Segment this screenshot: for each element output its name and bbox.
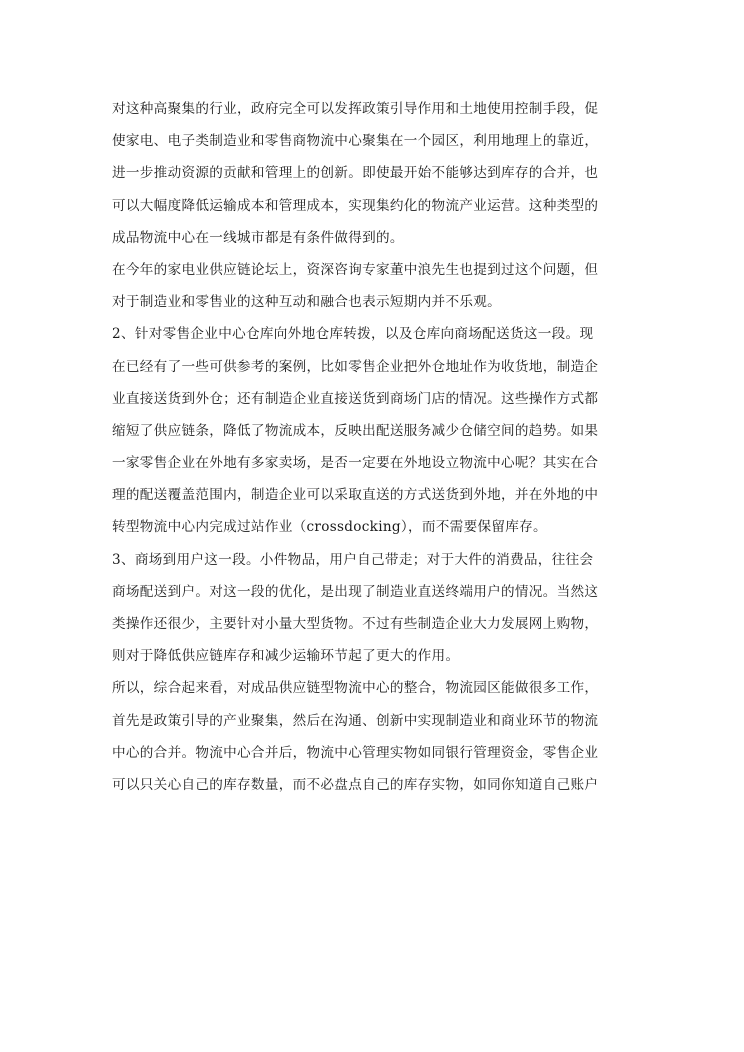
text-line: 使家电、电子类制造业和零售商物流中心聚集在一个园区，利用地理上的靠近， [112, 133, 599, 150]
text-line: 可以只关心自己的库存数量，而不必盘点自己的库存实物，如同你知道自己账户 [112, 776, 599, 793]
text-line: 一家零售企业在外地有多家卖场，是否一定要在外地设立物流中心呢？其实在合 [112, 455, 599, 472]
text-line: 缩短了供应链条，降低了物流成本，反映出配送服务减少仓储空间的趋势。如果 [112, 422, 599, 439]
document-body [112, 93, 634, 801]
paragraph-forum-remarks [112, 254, 634, 318]
text-line: 进一步推动资源的贡献和管理上的创新。即使最开始不能够达到库存的合并，也 [112, 165, 599, 182]
text-line: 2、针对零售企业中心仓库向外地仓库转拨，以及仓库向商场配送货这一段。现 [112, 326, 594, 343]
text-line: 首先是政策引导的产业聚集，然后在沟通、创新中实现制造业和商业环节的物流 [112, 712, 599, 729]
text-line: 可以大幅度降低运输成本和管理成本，实现集约化的物流产业运营。这种类型的 [112, 197, 599, 214]
text-line: 理的配送覆盖范围内，制造企业可以采取直送的方式送货到外地，并在外地的中 [112, 487, 599, 504]
text-line: 则对于降低供应链库存和减少运输环节起了更大的作用。 [112, 648, 460, 665]
text-line: 3、商场到用户这一段。小件物品，用户自己带走；对于大件的消费品，往往会 [112, 551, 594, 568]
text-line: 类操作还很少，主要针对小量大型货物。不过有些制造企业大力发展网上购物， [112, 616, 599, 632]
text-line: 在已经有了一些可供参考的案例，比如零售企业把外仓地址作为收货地，制造企 [112, 358, 599, 375]
text-line: 所以，综合起来看，对成品供应链型物流中心的整合，物流园区能做很多工作， [112, 680, 599, 697]
paragraph-conclusion [112, 672, 634, 801]
paragraph-policy-guidance [112, 93, 634, 254]
paragraph-item-2-warehouse-transfer [112, 318, 634, 543]
text-line: 中心的合并。物流中心合并后，物流中心管理实物如同银行管理资金，零售企业 [112, 744, 599, 761]
paragraph-item-3-store-to-user [112, 544, 634, 673]
text-line: 商场配送到户。对这一段的优化，是出现了制造业直送终端用户的情况。当然这 [112, 583, 599, 600]
text-line: 转型物流中心内完成过站作业（crossdocking），而不需要保留库存。 [112, 519, 547, 536]
text-line: 对这种高聚集的行业，政府完全可以发挥政策引导作用和土地使用控制手段，促 [112, 101, 599, 117]
text-line: 在今年的家电业供应链论坛上，资深咨询专家董中浪先生也提到过这个问题，但 [112, 261, 599, 278]
text-line: 对于制造业和零售业的这种互动和融合也表示短期内并不乐观。 [112, 294, 502, 311]
text-line: 成品物流中心在一线城市都是有条件做得到的。 [112, 229, 404, 246]
text-line: 业直接送货到外仓；还有制造企业直接送货到商场门店的情况。这些操作方式都 [112, 390, 599, 407]
